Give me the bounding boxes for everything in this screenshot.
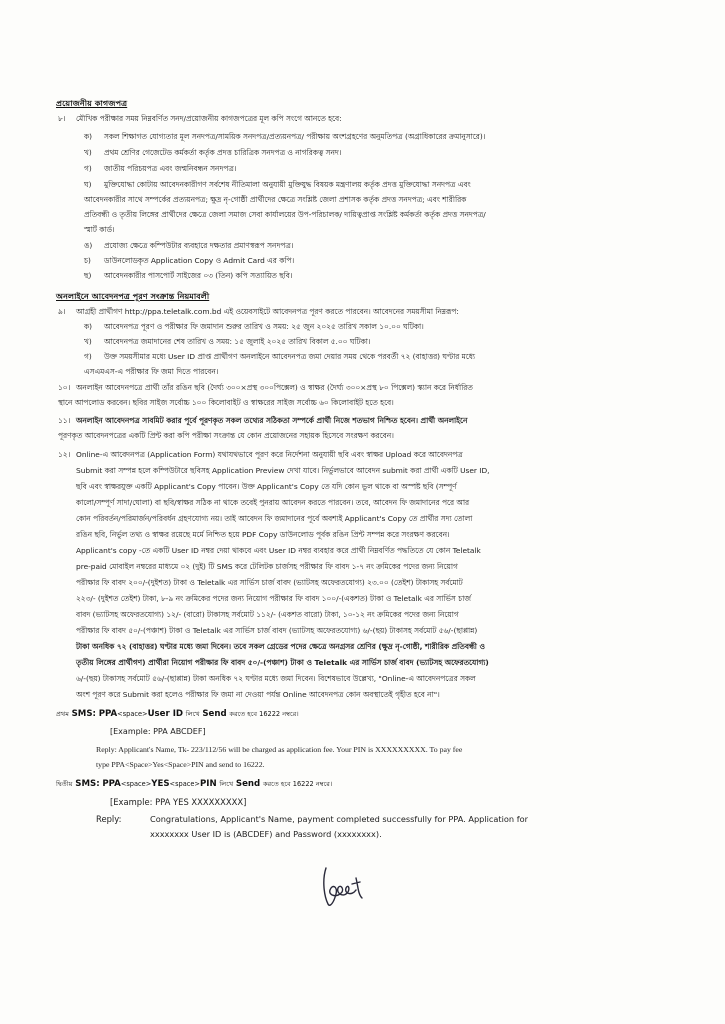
item-12-line-1: Online-এ আবেদনপত্র (Application Form) যথাযথভাবে পূরণ করে নির্দেশনা অনুযায়ী ছবি এবং স্বাক্ষর Upload করে আবেদনপত্র: [76, 450, 463, 459]
item-12-line-8: pre-paid মোবাইল নম্বরের মাধ্যমে ০২ (দুই) টি SMS করে টেলিটক চার্জসহ পরীক্ষার ফি বাবদ ১-৭ নং ক্রমিকের পদের জন্য নিয়োগ: [76, 562, 458, 571]
item-12-line-13: টাকা অনধিক ৭২ (বাহাত্তর) ঘণ্টার মধ্যে জমা দিবেন। তবে সকল গ্রেডের পদের ক্ষেত্রে অনগ্রসর শ্রেণির (ক্ষুদ্র নৃ-গোষ্ঠী, শারীরিক প্রতিবন্ধী ও: [76, 642, 485, 651]
item-10-line-1: অনলাইন আবেদনপত্রে প্রার্থী তাঁর রঙিন ছবি (দৈর্ঘ্য ৩০০×প্রস্থ ৩০০পিক্সেল) ও স্বাক্ষর (দৈর্ঘ্য ৩০০×প্রস্থ ৮০ পিক্সেল) স্ক্যান করে নির্ধারিত: [76, 383, 473, 392]
item-12-line-3: ছবি এবং স্বাক্ষরযুক্ত একটি Applicant's Copy পাবেন। উক্ত Applicant's Copy তে যদি কোন ভুল থাকে বা অস্পষ্ট ছবি (সম্পূর্ণ: [76, 482, 457, 491]
sms-2-pin: PIN: [199, 779, 217, 789]
item-8d-line-4: স্মার্ট কার্ড।: [84, 225, 115, 234]
item-12-line-14: তৃতীয় লিঙ্গের প্রার্থীগণ) প্রার্থীরা নিয়োগ পরীক্ষার ফি বাবদ ৫০/-(পঞ্চাশ) টাকা ও Teletalk এর সার্ভিস চার্জ বাবদ (ভ্যাটসহ অফেরতযোগ্য): [76, 658, 489, 667]
item-8e-text: প্রযোজ্য ক্ষেত্রে কম্পিউটার ব্যবহারে দক্ষতার প্রমাণস্বরূপ সনদপত্র।: [104, 241, 294, 250]
item-8c-text: জাতীয় পরিচয়পত্র এবং জন্মনিবন্ধন সনদপত্র।: [104, 164, 237, 173]
sms-1-example: [Example: PPA ABCDEF]: [110, 727, 206, 736]
sms-2-write: লিখে: [219, 780, 234, 788]
sms-2-reply-line-1: Congratulations, Applicant's Name, payment completed successfully for PPA. Application for: [150, 814, 528, 824]
item-12-number: ১২।: [58, 450, 71, 459]
sms-1-keyword: PPA: [98, 709, 118, 719]
item-8d-marker: ঘ): [84, 180, 92, 189]
item-8g-marker: ছ): [84, 271, 92, 280]
item-12-line-11: বাবদ (ভ্যাটসহ অফেরতযোগ্য) ১২/- (বারো) টাকাসহ সর্বমোট ১১২/- (একশত বারো) টাকা, ১০-১২ নং ক্রমিকের পদের জন্য নিয়োগ: [76, 610, 459, 619]
sms-2-send: Send: [235, 779, 261, 789]
item-8a-text: সকল শিক্ষাগত যোগ্যতার মূল সনদপত্র/সাময়িক সনদপত্র/প্রত্যয়নপত্র/ পরীক্ষায় অংশগ্রহণের অনুমতিপত্র (অগ্রাধিকারের ক্রমানুসারে)।: [104, 132, 486, 141]
item-12-line-12: পরীক্ষার ফি বাবদ ৫০/-(পঞ্চাশ) টাকা ও Teletalk এর সার্ভিস চার্জ বাবদ (ভ্যাটসহ অফেরতযোগ্য) ৬/-(ছয়) টাকাসহ সর্বমোট ৫৬/-(ছাপ্পান্ন): [76, 626, 478, 635]
sms-2-reply-label: Reply:: [96, 814, 122, 824]
sms-2-keyword: PPA: [102, 779, 121, 789]
item-12-line-6: রঙিন ছবি, নির্ভুল তথ্য ও স্বাক্ষর রয়েছে মর্মে নিশ্চিত হয়ে PDF Copy ডাউনলোড পূর্বক রঙিন প্রিন্ট সম্পন্ন করে সংরক্ষণ করবেন।: [76, 530, 450, 539]
sms-2-example: [Example: PPA YES XXXXXXXXX]: [110, 797, 247, 807]
item-12-line-16: অংশ পূরণ করে Submit করা হলেও পরীক্ষার ফি জমা না দেওয়া পর্যন্ত Online আবেদনপত্র কোন অবস্থাতেই গৃহীত হবে না"।: [76, 690, 440, 699]
item-8c-marker: গ): [84, 164, 92, 173]
sms-2-reply-line-2: xxxxxxxx User ID is (ABCDEF) and Password (xxxxxxxx).: [150, 829, 382, 839]
sms-1-to-number: করতে হবে 16222 নম্বরে।: [229, 710, 299, 718]
item-8-intro: মৌখিক পরীক্ষার সময় নিম্নবর্ণিত সনদ/প্রয়োজনীয় কাগজপত্রের মূল কপি সংগে আনতে হবে:: [76, 114, 342, 123]
sms-1-reply-line-2: type PPA<Space>Yes<Space>PIN and send to 16222.: [96, 760, 265, 769]
item-8f-text: ডাউনলোডকৃত Application Copy ও Admit Card এর কপি।: [104, 256, 295, 265]
sms-2-yes: YES: [151, 779, 170, 789]
sms-1-instruction: [56, 709, 299, 720]
item-12-line-15: ৬/-(ছয়) টাকাসহ সর্বমোট ৫৬/-(ছাপ্পান্ন) টাকা অনধিক ৭২ ঘণ্টার মধ্যে জমা দিবেন। বিশেষভাবে উল্লেখ্য, "Online-এ আবেদনপত্রের সকল: [76, 674, 476, 683]
item-8e-marker: ঙ): [84, 241, 93, 250]
item-8-number: ৮।: [58, 114, 66, 123]
sms-2-ordinal: দ্বিতীয়: [56, 780, 73, 788]
item-9c-line-2: এসএমএস-এ পরীক্ষার ফি জমা দিতে পারবেন।: [84, 367, 219, 376]
sms-1-label: SMS:: [71, 709, 96, 719]
item-8a-marker: ক): [84, 132, 93, 141]
item-8g-text: আবেদনকারীর পাসপোর্ট সাইজের ০৩ (তিন) কপি সত্যায়িত ছবি।: [104, 271, 293, 280]
sms-1-userid: User ID: [147, 709, 184, 719]
item-9a-marker: ক): [84, 322, 93, 331]
item-11-line-1: অনলাইন আবেদনপত্র সাবমিট করার পূর্বে পূরণকৃত সকল তথ্যের সঠিকতা সম্পর্কে প্রার্থী নিজে শতভাগ নিশ্চিত হবেন। প্রার্থী অনলাইনে: [76, 416, 468, 425]
item-9-number: ৯।: [58, 307, 66, 316]
item-8d-line-1: মুক্তিযোদ্ধা কোটায় আবেদনকারীগণ সর্বশেষ নীতিমালা অনুযায়ী মুক্তিযুদ্ধ বিষয়ক মন্ত্রণালয় কর্তৃক প্রদত্ত মুক্তিযোদ্ধা সনদপত্র এবং: [104, 180, 471, 189]
item-9-intro: আগ্রহী প্রার্থীগণ http://ppa.teletalk.com.bd এই ওয়েবসাইটে আবেদনপত্র পূরণ করতে পারবেন। আবেদনের সময়সীমা নিম্নরূপ:: [76, 307, 459, 316]
sms-2-label: SMS:: [75, 779, 100, 789]
item-8f-marker: চ): [84, 256, 91, 265]
sms-1-space-token: <space>: [117, 710, 148, 718]
item-11-number: ১১।: [58, 416, 71, 425]
sms-2-space-token-1: <space>: [120, 780, 152, 788]
item-12-line-9: পরীক্ষার ফি বাবদ ২০০/-(দুইশত) টাকা ও Teletalk এর সার্ভিস চার্জ বাবদ (ভ্যাটসহ অফেরতযোগ্য) ২৩.০০ (তেইশ) টাকাসহ সর্বমোট: [76, 578, 463, 587]
item-11-line-2: পূরণকৃত আবেদনপত্রের একটি প্রিন্ট করা কপি পরীক্ষা সংক্রান্ত যে কোন প্রয়োজনের সহায়ক হিসেবে সংরক্ষণ করবেন।: [58, 431, 394, 440]
handwritten-signature: [318, 862, 378, 912]
item-12-line-10: ২২৩/- (দুইশত তেইশ) টাকা, ৮-৯ নং ক্রমিকের পদের জন্য নিয়োগ পরীক্ষার ফি বাবদ ১০০/-(একশত) টাকা ও Teletalk এর সার্ভিস চার্জ: [76, 594, 471, 603]
sms-2-space-token-2: <space>: [169, 780, 200, 788]
item-12-line-7: Applicant's copy -তে একটি User ID নম্বর দেয়া থাকবে এবং User ID নম্বর ব্যবহার করে প্রার্থী নিম্নবর্ণিত পদ্ধতিতে যে কোন Teletalk: [76, 546, 481, 555]
item-12-line-5: কোন পরিবর্তন/পরিমার্জন/পরিবর্ধন গ্রহণযোগ্য নয়। তাই আবেদন ফি জমাদানের পূর্বে অবশ্যই Applicant's Copy তে প্রার্থীর সদ্য তোলা: [76, 514, 473, 523]
sms-2-to-number: করতে হবে 16222 নম্বরে।: [262, 780, 333, 788]
sms-1-reply-line-1: Reply: Applicant's Name, Tk- 223/112/56 will be charged as application fee. Your PIN is XXXXXXXXX. To pay fee: [96, 745, 463, 754]
sms-1-ordinal: প্রথম: [56, 710, 69, 718]
sms-1-write: লিখে: [185, 710, 200, 718]
online-heading: অনলাইনে আবেদনপত্র পূরণ সংক্রান্ত নিয়মাবলী: [56, 291, 210, 301]
item-12-line-2: Submit করা সম্পন্ন হলে কম্পিউটারে ছবিসহ Application Preview দেখা যাবে। নির্ভুলভাবে আবেদন submit করা প্রার্থী একটি User ID,: [76, 466, 490, 475]
item-8b-marker: খ): [84, 148, 92, 157]
sms-1-send: Send: [202, 709, 227, 719]
sms-2-instruction: [56, 779, 332, 790]
item-9b-text: আবেদনপত্র জমাদানের শেষ তারিখ ও সময়: ১৫ জুলাই ২০২৫ তারিখ বিকাল ৫.০০ ঘটিকা।: [104, 337, 371, 346]
item-10-number: ১০।: [58, 383, 71, 392]
item-8d-line-3: প্রতিবন্ধী ও তৃতীয় লিঙ্গের প্রার্থীদের ক্ষেত্রে জেলা সমাজ সেবা কার্যালয়ের উপ-পরিচালক/ দায়িত্বপ্রাপ্ত সংশ্লিষ্ট কর্মকর্তা কর্তৃক প্রদত্ত সনদপত্র/: [84, 210, 486, 219]
item-9c-marker: গ): [84, 352, 92, 361]
item-8b-text: প্রথম শ্রেণির গেজেটেড কর্মকর্তা কর্তৃক প্রদত্ত চারিত্রিক সনদপত্র ও নাগরিকত্ব সনদ।: [104, 148, 342, 157]
item-9a-text: আবেদনপত্র পূরণ ও পরীক্ষার ফি জমাদান শুরুর তারিখ ও সময়: ২৫ জুন ২০২৫ তারিখ সকাল ১০.০০ ঘটিকা।: [104, 322, 424, 331]
item-10-line-2: স্থানে আপলোড করবেন। ছবির সাইজ সর্বোচ্চ ১০০ কিলোবাইট ও স্বাক্ষরের সাইজ সর্বোচ্চ ৬০ কিলোবাইট হতে হবে।: [58, 398, 394, 407]
item-12-line-4: কালো/সম্পূর্ণ সাদা/ঘোলা) বা ছবি/স্বাক্ষর সঠিক না থাকে তবেই পুনরায় আবেদন করতে পারবেন। তবে, আবেদন ফি জমাদানের পরে আর: [76, 498, 470, 507]
item-9b-marker: খ): [84, 337, 92, 346]
item-9c-line-1: উক্ত সময়সীমার মধ্যে User ID প্রাপ্ত প্রার্থীগণ অনলাইনে আবেদনপত্র জমা দেয়ার সময় থেকে পরবর্তী ৭২ (বাহাত্তর) ঘণ্টার মধ্যে: [104, 352, 476, 361]
item-8d-line-2: আবেদনকারীর সাথে সম্পর্কের প্রত্যয়নপত্র; ক্ষুদ্র নৃ-গোষ্ঠী প্রার্থীদের ক্ষেত্রে সংশ্লিষ্ট জেলা প্রশাসক কর্তৃক প্রদত্ত সনদপত্র; এবং শারীরিক: [84, 195, 467, 204]
documents-heading: প্রয়োজনীয় কাগজপত্র: [56, 98, 128, 108]
